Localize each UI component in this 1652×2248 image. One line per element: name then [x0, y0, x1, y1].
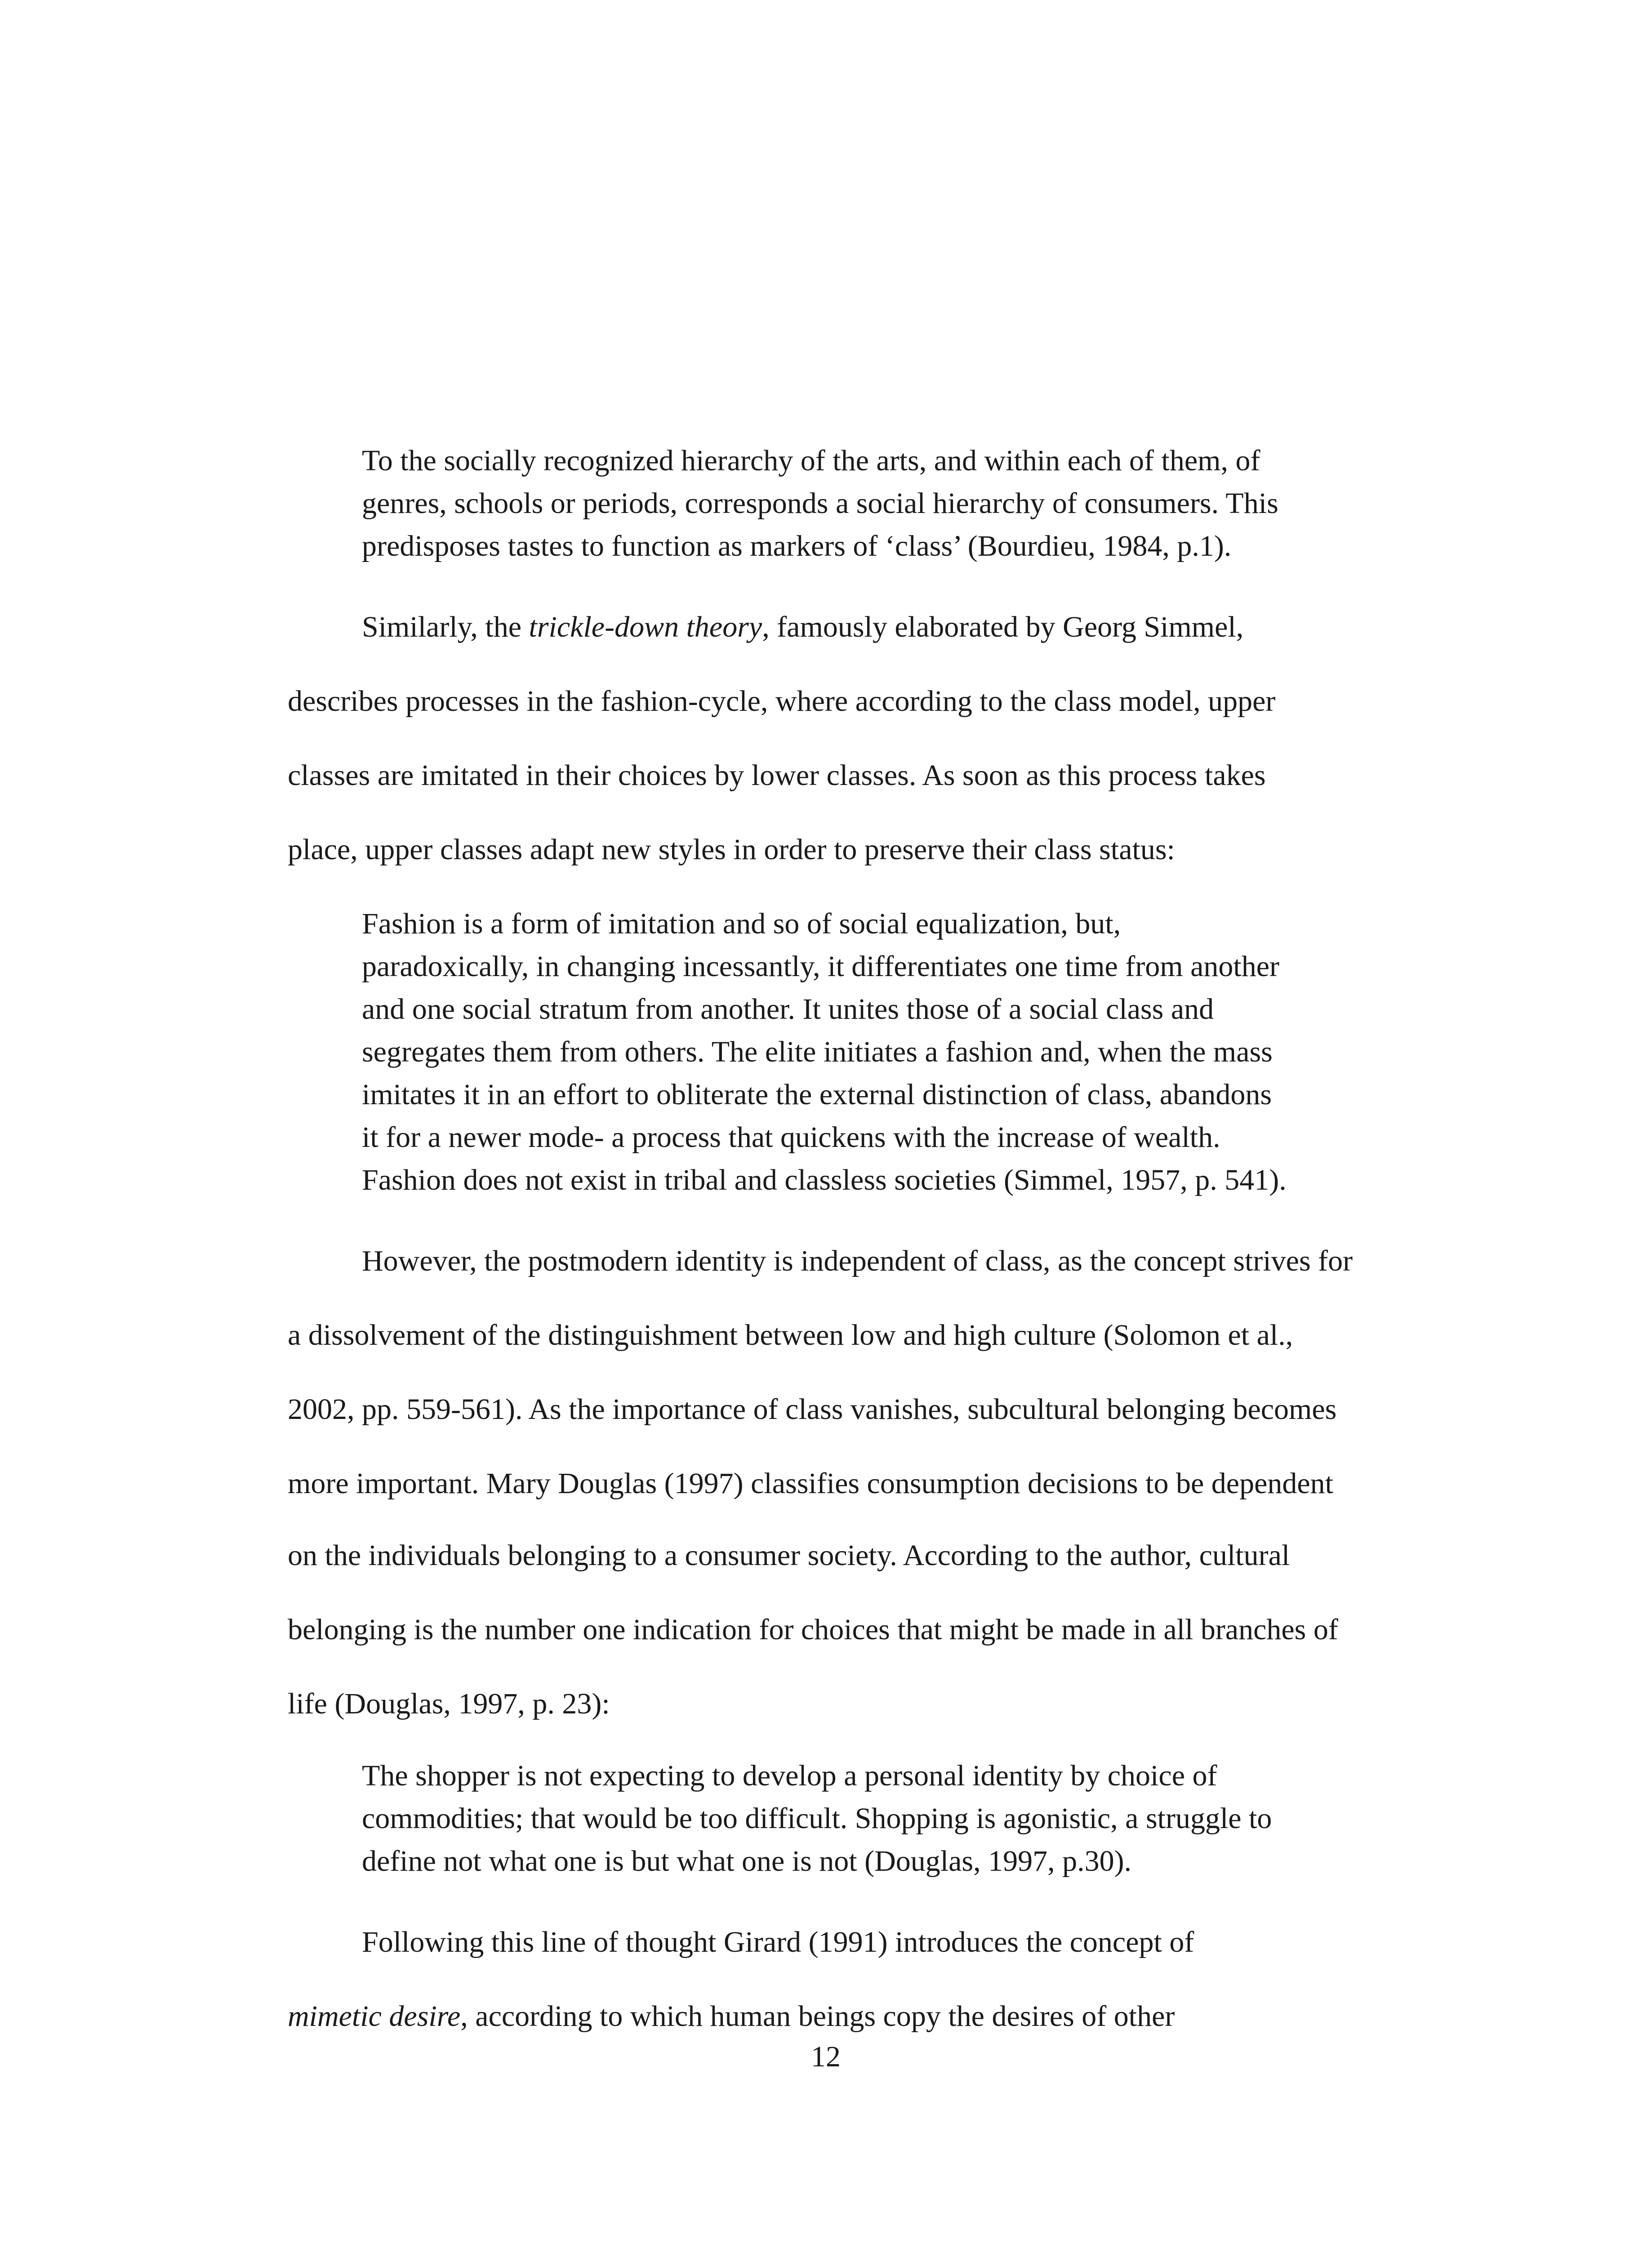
- paragraph-line: on the individuals belonging to a consumer society. According to the author, cultural: [288, 1539, 1290, 1572]
- paragraph-line: However, the postmodern identity is independent of class, as the concept strives for: [362, 1244, 1353, 1277]
- page-number: 12: [811, 2040, 841, 2073]
- quote-line: genres, schools or periods, corresponds a social hierarchy of consumers. This: [362, 487, 1278, 520]
- text-span: Similarly, the: [362, 611, 529, 643]
- paragraph-line: 2002, pp. 559-561). As the importance of class vanishes, subcultural belonging becomes: [288, 1393, 1337, 1426]
- quote-line: Fashion is a form of imitation and so of social equalization, but,: [362, 907, 1121, 940]
- italic-term: trickle-down theory: [529, 611, 762, 643]
- quote-line: define not what one is but what one is not (Douglas, 1997, p.30).: [362, 1845, 1132, 1878]
- paragraph-line: classes are imitated in their choices by lower classes. As soon as this process takes: [288, 759, 1266, 792]
- text-span: , according to which human beings copy the desires of other: [460, 2000, 1175, 2033]
- paragraph-line: place, upper classes adapt new styles in order to preserve their class status:: [288, 833, 1175, 866]
- paragraph-line: [362, 609, 1243, 645]
- text-span: , famously elaborated by Georg Simmel,: [762, 611, 1244, 643]
- quote-line: To the socially recognized hierarchy of the arts, and within each of them, of: [362, 444, 1260, 477]
- quote-line: The shopper is not expecting to develop a personal identity by choice of: [362, 1759, 1217, 1792]
- quote-line: Fashion does not exist in tribal and classless societies (Simmel, 1957, p. 541).: [362, 1164, 1287, 1196]
- paragraph-line: a dissolvement of the distinguishment between low and high culture (Solomon et al.,: [288, 1319, 1293, 1351]
- paragraph-line: life (Douglas, 1997, p. 23):: [288, 1687, 610, 1720]
- quote-line: imitates it in an effort to obliterate the external distinction of class, abandons: [362, 1078, 1272, 1111]
- quote-line: and one social stratum from another. It unites those of a social class and: [362, 993, 1214, 1026]
- paragraph-line: [288, 1998, 1175, 2034]
- italic-term: mimetic desire: [288, 2000, 461, 2033]
- quote-line: commodities; that would be too difficult. Shopping is agonistic, a struggle to: [362, 1802, 1272, 1835]
- paragraph-line: more important. Mary Douglas (1997) classifies consumption decisions to be dependent: [288, 1467, 1334, 1500]
- paragraph-line: belonging is the number one indication for choices that might be made in all branches of: [288, 1613, 1338, 1646]
- paragraph-line: describes processes in the fashion-cycle, where according to the class model, upper: [288, 685, 1276, 718]
- paragraph-line: Following this line of thought Girard (1991) introduces the concept of: [362, 1926, 1194, 1958]
- quote-line: paradoxically, in changing incessantly, it differentiates one time from another: [362, 950, 1280, 983]
- quote-line: segregates them from others. The elite initiates a fashion and, when the mass: [362, 1035, 1273, 1068]
- quote-line: predisposes tastes to function as markers of ‘class’ (Bourdieu, 1984, p.1).: [362, 530, 1232, 562]
- quote-line: it for a newer mode- a process that quickens with the increase of wealth.: [362, 1121, 1220, 1154]
